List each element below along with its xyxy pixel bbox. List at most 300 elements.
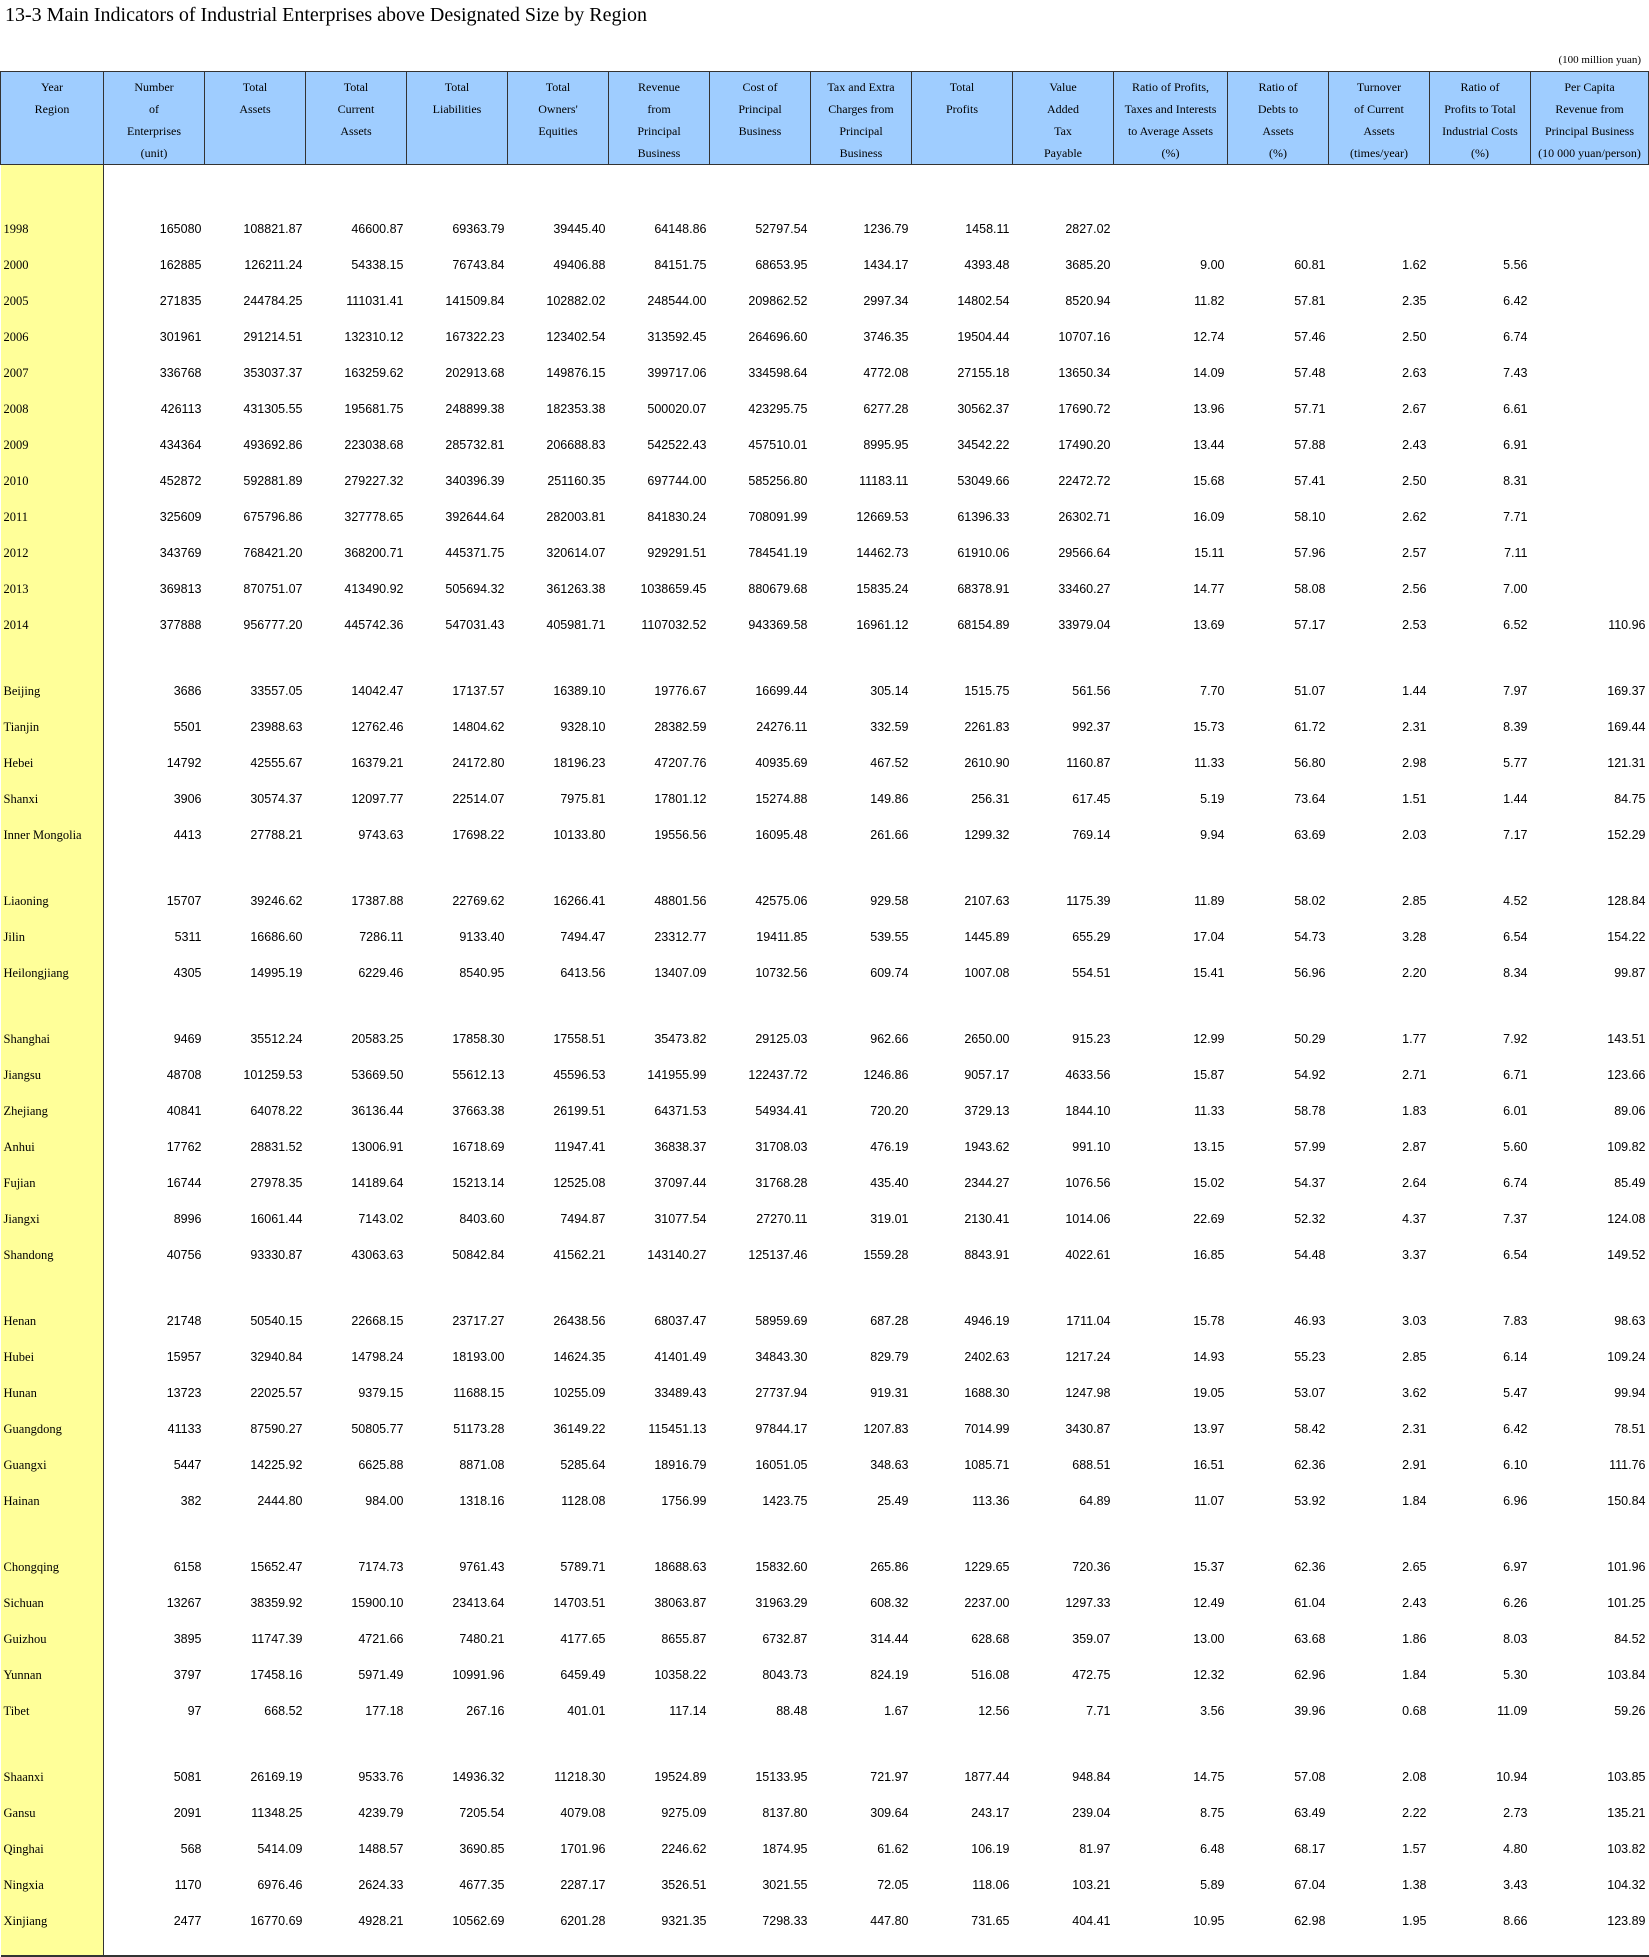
cell-value: 431305.55 (243, 402, 303, 416)
cell-value: 4.37 (1402, 1212, 1427, 1226)
cell-value: 143.51 (1607, 1032, 1646, 1046)
cell-value: 2130.41 (964, 1212, 1010, 1226)
cell-value: 53.07 (1294, 1386, 1326, 1400)
cell-value: 31708.03 (755, 1140, 808, 1154)
cell-value: 11.33 (1194, 756, 1225, 770)
group-spacer (1, 985, 1649, 1015)
row-label: 2007 (1, 349, 104, 385)
cell-value: 15835.24 (856, 582, 909, 596)
cell-value: 103.21 (1072, 1878, 1111, 1892)
cell-value: 7480.21 (459, 1632, 505, 1646)
cell-value (1531, 421, 1649, 457)
cell-value: 1107032.52 (641, 618, 707, 632)
cell-value (1531, 565, 1649, 601)
cell-value: 165080 (159, 222, 202, 236)
cell-value: 467.52 (870, 756, 909, 770)
row-label: Jiangsu (1, 1051, 104, 1087)
cell-value: 6976.46 (257, 1878, 303, 1892)
cell-value (1531, 313, 1649, 349)
cell-value: 1688.30 (964, 1386, 1010, 1400)
cell-value: 309.64 (870, 1806, 909, 1820)
cell-value: 6.91 (1503, 438, 1528, 452)
cell-value: 1207.83 (863, 1422, 909, 1436)
table-row (1, 457, 1649, 493)
cell-value: 1423.75 (762, 1494, 808, 1508)
row-label: Shanghai (1, 1015, 104, 1051)
cell-value: 251160.35 (547, 474, 606, 488)
table-row (1, 1897, 1649, 1933)
cell-value: 195681.75 (344, 402, 404, 416)
cell-value: 12.32 (1193, 1668, 1225, 1682)
cell-value: 19524.89 (654, 1770, 707, 1784)
cell-value: 9275.09 (661, 1806, 707, 1820)
cell-value: 16061.44 (250, 1212, 303, 1226)
cell-value: 7.71 (1086, 1704, 1111, 1718)
cell-value: 11348.25 (251, 1806, 303, 1820)
cell-value: 23988.63 (250, 720, 303, 734)
cell-value: 617.45 (1072, 792, 1111, 806)
row-label: Shanxi (1, 775, 104, 811)
cell-value: 63.68 (1294, 1632, 1326, 1646)
cell-value: 313592.45 (647, 330, 707, 344)
cell-value: 271835 (159, 294, 202, 308)
cell-value: 4022.61 (1065, 1248, 1111, 1262)
cell-value: 141955.99 (647, 1068, 707, 1082)
column-header: Total Liabilities (407, 72, 508, 165)
cell-value: 37663.38 (452, 1104, 505, 1118)
cell-value: 54.73 (1294, 930, 1326, 944)
cell-value: 8540.95 (459, 966, 505, 980)
cell-value: 7174.73 (358, 1560, 404, 1574)
cell-value: 2477 (173, 1914, 202, 1928)
table-row (1, 1405, 1649, 1441)
cell-value: 452872 (159, 474, 202, 488)
row-label: Hunan (1, 1369, 104, 1405)
cell-value: 8996 (173, 1212, 202, 1226)
cell-value: 68037.47 (654, 1314, 707, 1328)
cell-value: 1.51 (1402, 792, 1427, 806)
cell-value: 111.76 (1609, 1458, 1646, 1472)
cell-value: 15.87 (1193, 1068, 1225, 1082)
cell-value: 445371.75 (445, 546, 505, 560)
table-row (1, 1753, 1649, 1789)
cell-value: 4393.48 (964, 258, 1010, 272)
cell-value: 25.49 (877, 1494, 909, 1508)
group-spacer (1, 165, 1649, 196)
cell-value: 73.64 (1294, 792, 1326, 806)
cell-value: 63.69 (1294, 828, 1326, 842)
cell-value: 1247.98 (1065, 1386, 1111, 1400)
row-label: Jilin (1, 913, 104, 949)
cell-value: 7.71 (1503, 510, 1528, 524)
cell-value: 15.41 (1193, 966, 1225, 980)
cell-value: 33460.27 (1058, 582, 1111, 596)
cell-value: 720.36 (1072, 1560, 1111, 1574)
cell-value: 10255.09 (553, 1386, 606, 1400)
cell-value: 16718.69 (452, 1140, 505, 1154)
table-row (1, 277, 1649, 313)
cell-value: 15133.95 (755, 1770, 808, 1784)
cell-value: 1559.28 (863, 1248, 909, 1262)
cell-value: 33489.43 (654, 1386, 707, 1400)
row-label: Hainan (1, 1477, 104, 1513)
cell-value: 104.32 (1607, 1878, 1646, 1892)
row-label: 2011 (1, 493, 104, 529)
cell-value: 5.47 (1503, 1386, 1528, 1400)
cell-value: 1.77 (1402, 1032, 1427, 1046)
cell-value: 60.81 (1294, 258, 1326, 272)
cell-value: 132310.12 (344, 330, 404, 344)
cell-value: 46600.87 (351, 222, 404, 236)
cell-value: 13.00 (1193, 1632, 1225, 1646)
cell-value: 668.52 (264, 1704, 303, 1718)
cell-value: 2444.80 (257, 1494, 303, 1508)
cell-value: 5.19 (1200, 792, 1225, 806)
table-row (1, 877, 1649, 913)
cell-value: 41562.21 (553, 1248, 606, 1262)
column-header: Cost of Principal Business (710, 72, 811, 165)
cell-value: 84.52 (1614, 1632, 1646, 1646)
table-body (1, 165, 1649, 1957)
row-label: Guangxi (1, 1441, 104, 1477)
cell-value: 568 (180, 1842, 202, 1856)
cell-value: 1229.65 (964, 1560, 1010, 1574)
cell-value: 11.33 (1194, 1104, 1225, 1118)
cell-value: 52797.54 (755, 222, 808, 236)
cell-value: 6.96 (1503, 1494, 1528, 1508)
cell-value: 2261.83 (964, 720, 1010, 734)
cell-value: 26438.56 (553, 1314, 606, 1328)
cell-value (1329, 195, 1430, 241)
cell-value: 54338.15 (351, 258, 404, 272)
cell-value: 14.09 (1193, 366, 1225, 380)
cell-value: 14792 (166, 756, 202, 770)
cell-value: 1.84 (1402, 1494, 1427, 1508)
cell-value: 11688.15 (453, 1386, 505, 1400)
cell-value: 30574.37 (250, 792, 303, 806)
cell-value: 2.43 (1402, 438, 1427, 452)
row-label: Inner Mongolia (1, 811, 104, 847)
cell-value: 9533.76 (358, 1770, 404, 1784)
table-row (1, 1195, 1649, 1231)
cell-value: 2.31 (1402, 1422, 1427, 1436)
cell-value: 2287.17 (560, 1878, 606, 1892)
cell-value: 58.02 (1294, 894, 1326, 908)
cell-value: 22769.62 (452, 894, 505, 908)
cell-value: 14.77 (1193, 582, 1225, 596)
cell-value (1531, 277, 1649, 313)
cell-value: 991.10 (1072, 1140, 1111, 1154)
cell-value: 7143.02 (358, 1212, 404, 1226)
cell-value: 768421.20 (243, 546, 303, 560)
cell-value: 4413 (173, 828, 202, 842)
cell-value: 10991.96 (452, 1668, 505, 1682)
cell-value: 291214.51 (243, 330, 303, 344)
cell-value: 62.36 (1294, 1560, 1326, 1574)
cell-value: 117.14 (669, 1704, 707, 1718)
cell-value: 57.99 (1294, 1140, 1326, 1154)
cell-value: 2.35 (1402, 294, 1427, 308)
cell-value: 118.06 (972, 1878, 1010, 1892)
cell-value (1531, 349, 1649, 385)
cell-value: 16266.41 (553, 894, 606, 908)
cell-value: 16.85 (1193, 1248, 1225, 1262)
cell-value: 38359.92 (250, 1596, 303, 1610)
cell-value: 382 (180, 1494, 202, 1508)
cell-value: 13006.91 (351, 1140, 404, 1154)
cell-value: 585256.80 (748, 474, 808, 488)
cell-value: 8.03 (1503, 1632, 1528, 1646)
cell-value: 4079.08 (560, 1806, 606, 1820)
cell-value: 15652.47 (250, 1560, 303, 1574)
cell-value: 1874.95 (762, 1842, 808, 1856)
table-row (1, 913, 1649, 949)
cell-value: 264696.60 (748, 330, 808, 344)
cell-value: 18688.63 (654, 1560, 707, 1574)
table-row (1, 313, 1649, 349)
cell-value: 12.74 (1193, 330, 1225, 344)
cell-value: 17762 (166, 1140, 202, 1154)
cell-value: 143140.27 (647, 1248, 707, 1262)
cell-value: 53049.66 (957, 474, 1010, 488)
cell-value: 85.49 (1614, 1176, 1646, 1190)
cell-value: 8.31 (1503, 474, 1528, 488)
cell-value: 1.86 (1402, 1632, 1427, 1646)
cell-value (1430, 195, 1531, 241)
cell-value: 2650.00 (964, 1032, 1010, 1046)
cell-value: 48801.56 (654, 894, 707, 908)
cell-value: 9.00 (1200, 258, 1225, 272)
cell-value: 539.55 (870, 930, 909, 944)
table-row (1, 1051, 1649, 1087)
cell-value: 608.32 (870, 1596, 909, 1610)
row-label: Beijing (1, 667, 104, 703)
cell-value: 16744 (166, 1176, 202, 1190)
cell-value: 12669.53 (856, 510, 909, 524)
cell-value: 841830.24 (647, 510, 707, 524)
cell-value: 1297.33 (1065, 1596, 1111, 1610)
row-label: Fujian (1, 1159, 104, 1195)
cell-value: 57.71 (1294, 402, 1326, 416)
cell-value: 405981.71 (546, 618, 606, 632)
table-row (1, 1441, 1649, 1477)
page-title: 13-3 Main Indicators of Industrial Enterprises above Designated Size by Region (5, 4, 648, 26)
cell-value: 279227.32 (344, 474, 404, 488)
cell-value: 7.37 (1503, 1212, 1528, 1226)
cell-value: 57.41 (1294, 474, 1326, 488)
column-header: Ratio of Profits, Taxes and Interests to Average Assets (%) (1114, 72, 1228, 165)
cell-value: 334598.64 (748, 366, 808, 380)
cell-value: 6.71 (1503, 1068, 1528, 1082)
cell-value: 10.94 (1496, 1770, 1528, 1784)
cell-value: 261.66 (870, 828, 909, 842)
cell-value: 8995.95 (863, 438, 909, 452)
table-row (1, 241, 1649, 277)
cell-value: 377888 (159, 618, 202, 632)
cell-value: 33979.04 (1058, 618, 1111, 632)
cell-value (1531, 493, 1649, 529)
cell-value: 61.04 (1294, 1596, 1326, 1610)
cell-value: 13407.09 (654, 966, 707, 980)
row-label: 2012 (1, 529, 104, 565)
row-label: Heilongjiang (1, 949, 104, 985)
table-end (1, 1933, 1649, 1956)
cell-value: 128.84 (1607, 894, 1646, 908)
cell-value: 505694.32 (445, 582, 505, 596)
cell-value: 5447 (173, 1458, 202, 1472)
table-row (1, 703, 1649, 739)
cell-value: 6625.88 (358, 1458, 404, 1472)
cell-value: 64371.53 (654, 1104, 707, 1118)
cell-value: 103.84 (1607, 1668, 1646, 1682)
cell-value: 62.36 (1294, 1458, 1326, 1472)
cell-value: 7.11 (1504, 546, 1528, 560)
cell-value: 6.10 (1503, 1458, 1528, 1472)
cell-value: 1458.11 (965, 222, 1010, 236)
cell-value: 6.52 (1503, 618, 1528, 632)
cell-value: 472.75 (1072, 1668, 1111, 1682)
cell-value: 50805.77 (351, 1422, 404, 1436)
cell-value: 88.48 (776, 1704, 808, 1718)
cell-value: 31963.29 (755, 1596, 808, 1610)
cell-value: 57.46 (1294, 330, 1326, 344)
cell-value: 5285.64 (560, 1458, 606, 1472)
cell-value: 126211.24 (244, 258, 303, 272)
cell-value: 1038659.45 (640, 582, 707, 596)
cell-value: 5081 (173, 1770, 202, 1784)
row-label: 2014 (1, 601, 104, 637)
cell-value: 392644.64 (445, 510, 505, 524)
cell-value: 46.93 (1294, 1314, 1326, 1328)
cell-value: 7.83 (1503, 1314, 1528, 1328)
cell-value: 476.19 (870, 1140, 909, 1154)
cell-value: 285732.81 (445, 438, 505, 452)
cell-value: 243.17 (971, 1806, 1010, 1820)
cell-value: 35473.82 (654, 1032, 707, 1046)
table-row (1, 811, 1649, 847)
cell-value: 62.98 (1294, 1914, 1326, 1928)
cell-value: 16686.60 (250, 930, 303, 944)
cell-value: 13650.34 (1058, 366, 1111, 380)
cell-value: 7.97 (1503, 684, 1528, 698)
cell-value: 10707.16 (1058, 330, 1111, 344)
table-row (1, 1297, 1649, 1333)
cell-value: 6.54 (1503, 1248, 1528, 1262)
cell-value: 7494.47 (560, 930, 606, 944)
table-row (1, 1579, 1649, 1615)
cell-value: 4.80 (1503, 1842, 1528, 1856)
cell-value: 37097.44 (654, 1176, 707, 1190)
cell-value: 9.94 (1200, 828, 1225, 842)
cell-value: 162885 (159, 258, 202, 272)
cell-value: 11.07 (1194, 1494, 1225, 1508)
table-row (1, 529, 1649, 565)
cell-value (1114, 195, 1228, 241)
table-row (1, 385, 1649, 421)
row-label: Zhejiang (1, 1087, 104, 1123)
row-label: Ningxia (1, 1861, 104, 1897)
cell-value: 1844.10 (1065, 1104, 1111, 1118)
row-label: Guangdong (1, 1405, 104, 1441)
cell-value: 123.89 (1607, 1914, 1646, 1928)
table-row (1, 601, 1649, 637)
cell-value: 141509.84 (445, 294, 505, 308)
table-row (1, 1825, 1649, 1861)
cell-value: 28382.59 (654, 720, 707, 734)
cell-value: 15.78 (1193, 1314, 1225, 1328)
cell-value: 31768.28 (755, 1176, 808, 1190)
cell-value: 2.67 (1402, 402, 1427, 416)
cell-value: 1488.57 (358, 1842, 404, 1856)
cell-value: 10358.22 (654, 1668, 707, 1682)
cell-value: 13.15 (1193, 1140, 1225, 1154)
cell-value: 2.43 (1402, 1596, 1427, 1610)
cell-value: 57.81 (1294, 294, 1326, 308)
cell-value: 15832.60 (755, 1560, 808, 1574)
cell-value: 52.32 (1294, 1212, 1326, 1226)
cell-value: 353037.37 (243, 366, 303, 380)
cell-value: 6.61 (1503, 402, 1528, 416)
cell-value: 3.43 (1503, 1878, 1528, 1892)
cell-value: 1.67 (884, 1704, 909, 1718)
cell-value: 1299.32 (964, 828, 1010, 842)
cell-value: 13.97 (1193, 1422, 1225, 1436)
cell-value: 1.95 (1402, 1914, 1427, 1928)
cell-value: 54.48 (1294, 1248, 1326, 1262)
cell-value: 18193.00 (452, 1350, 505, 1364)
unit-note: (100 million yuan) (1558, 54, 1641, 66)
cell-value: 11.89 (1194, 894, 1225, 908)
cell-value: 11.82 (1194, 294, 1225, 308)
cell-value: 8843.91 (964, 1248, 1010, 1262)
cell-value: 99.94 (1614, 1386, 1646, 1400)
cell-value: 1877.44 (964, 1770, 1010, 1784)
cell-value: 64.89 (1079, 1494, 1111, 1508)
group-spacer (1, 1267, 1649, 1297)
cell-value: 12.56 (978, 1704, 1010, 1718)
cell-value: 9133.40 (459, 930, 505, 944)
cell-value: 7.70 (1200, 684, 1225, 698)
cell-value: 206688.83 (546, 438, 606, 452)
cell-value: 39246.62 (250, 894, 303, 908)
cell-value: 38063.87 (654, 1596, 707, 1610)
cell-value: 9761.43 (459, 1560, 505, 1574)
cell-value: 343769 (159, 546, 202, 560)
cell-value (1531, 241, 1649, 277)
cell-value: 1445.89 (964, 930, 1010, 944)
cell-value: 125137.46 (748, 1248, 808, 1262)
cell-value: 42575.06 (755, 894, 808, 908)
cell-value (1531, 457, 1649, 493)
cell-value: 3906 (173, 792, 202, 806)
cell-value: 14804.62 (452, 720, 505, 734)
cell-value: 15274.88 (755, 792, 808, 806)
table-row (1, 1543, 1649, 1579)
cell-value: 435.40 (870, 1176, 909, 1190)
cell-value: 36149.22 (553, 1422, 606, 1436)
row-label: 2005 (1, 277, 104, 313)
cell-value: 4.52 (1503, 894, 1528, 908)
column-header: Total Owners' Equities (508, 72, 609, 165)
cell-value (1531, 385, 1649, 421)
cell-value: 2.22 (1402, 1806, 1427, 1820)
cell-value: 72.05 (877, 1878, 909, 1892)
cell-value: 152.29 (1607, 828, 1646, 842)
cell-value: 61.62 (877, 1842, 909, 1856)
cell-value: 12525.08 (553, 1176, 606, 1190)
cell-value: 16095.48 (755, 828, 808, 842)
cell-value: 1007.08 (964, 966, 1010, 980)
